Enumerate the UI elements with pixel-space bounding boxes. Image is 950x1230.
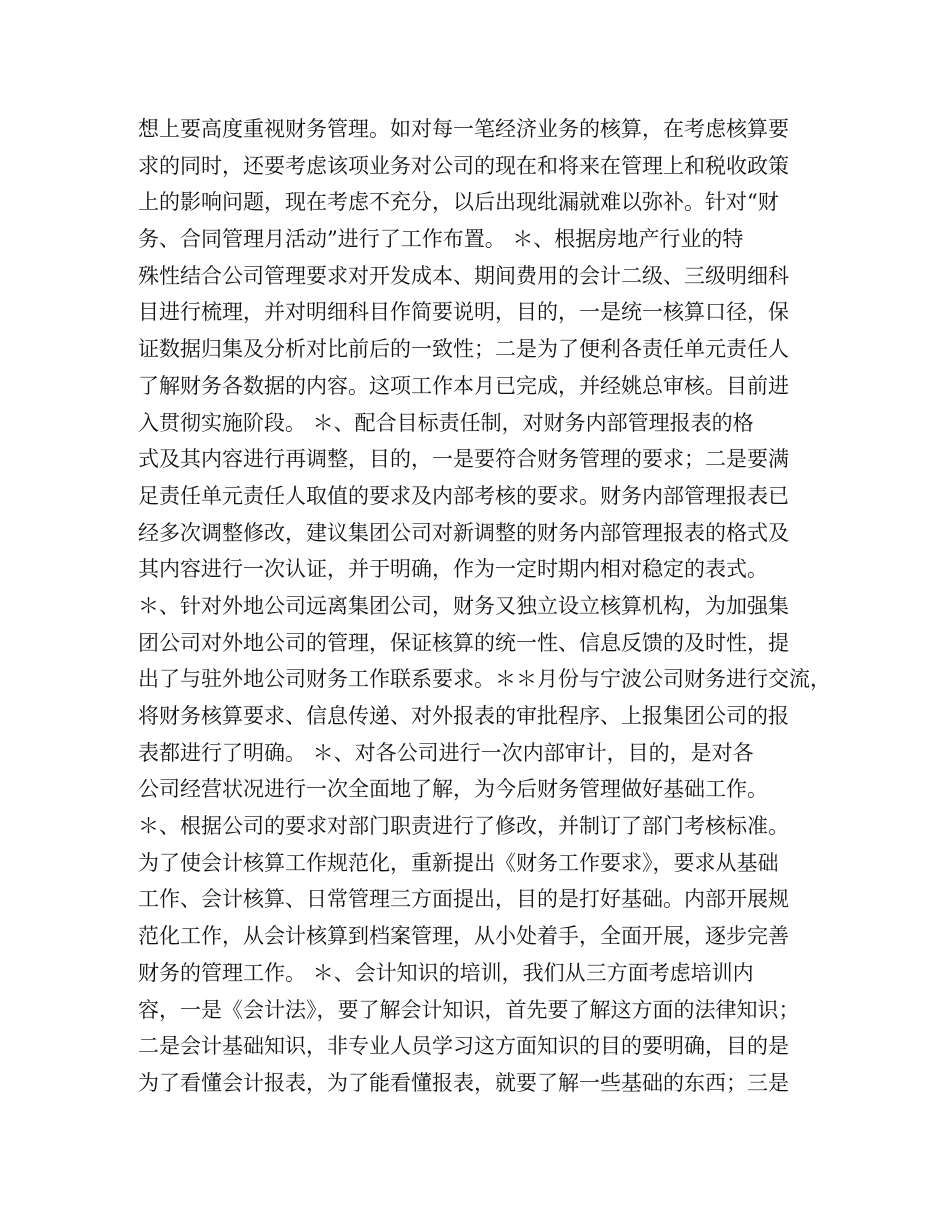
text-line: 为了使会计核算工作规范化，重新提出《财务工作要求》，要求从基础: [138, 850, 779, 875]
text-line: 上的影响问题，现在考虑不充分，以后出现纰漏就难以弥补。针对“财: [138, 190, 779, 215]
text-line: 务、合同管理月活动”进行了工作布置。 ＊、根据房地产行业的特: [138, 227, 744, 252]
text-line: 将财务核算要求、信息传递、对外报表的审批程序、上报集团公司的报: [138, 704, 789, 728]
text-line: 二是会计基础知识，非专业人员学习这方面知识的目的要明确，目的是: [138, 1034, 789, 1059]
text-line: 财务的管理工作。 ＊、会计知识的培训，我们从三方面考虑培训内: [138, 960, 754, 985]
text-line: 团公司对外地公司的管理，保证核算的统一性、信息反馈的及时性，提: [138, 630, 789, 655]
text-line: 足责任单元责任人取值的要求及内部考核的要求。财务内部管理报表已: [138, 483, 789, 508]
text-line: 殊性结合公司管理要求对开发成本、期间费用的会计二级、三级明细科: [138, 263, 789, 288]
text-line: 出了与驻外地公司财务工作联系要求。＊＊月份与宁波公司财务进行交流，: [138, 667, 831, 692]
text-line: 其内容进行一次认证，并于明确，作为一定时期内相对稳定的表式。: [138, 557, 768, 582]
text-line: ＊、针对外地公司远离集团公司，财务又独立设立核算机构，为加强集: [138, 593, 789, 618]
text-line: 范化工作，从会计核算到档案管理，从小处着手，全面开展，逐步完善: [138, 924, 789, 949]
body-text: [138, 111, 831, 1102]
text-line: 容，一是《会计法》，要了解会计知识，首先要了解这方面的法律知识；: [138, 997, 800, 1022]
text-line: 式及其内容进行再调整，目的，一是要符合财务管理的要求；二是要满: [138, 447, 789, 472]
text-line: 证数据归集及分析对比前后的一致性；二是为了便利各责任单元责任人: [138, 337, 789, 362]
text-line: 为了看懂会计报表，为了能看懂报表，就要了解一些基础的东西；三是: [138, 1070, 789, 1095]
text-line: 工作、会计核算、日常管理三方面提出，目的是打好基础。内部开展规: [138, 887, 789, 912]
text-line: 入贯彻实施阶段。 ＊、配合目标责任制，对财务内部管理报表的格: [138, 410, 754, 435]
text-line: 想上要高度重视财务管理。如对每一笔经济业务的核算，在考虑核算要: [138, 117, 789, 141]
text-line: 公司经营状况进行一次全面地了解，为今后财务管理做好基础工作。: [138, 777, 768, 802]
text-line: ＊、根据公司的要求对部门职责进行了修改，并制订了部门考核标准。: [138, 814, 789, 839]
text-line: 表都进行了明确。 ＊、对各公司进行一次内部审计，目的，是对各: [138, 740, 754, 765]
text-line: 求的同时，还要考虑该项业务对公司的现在和将来在管理上和税收政策: [138, 153, 789, 178]
text-line: 了解财务各数据的内容。这项工作本月已完成，并经姚总审核。目前进: [138, 373, 789, 398]
text-line: 经多次调整修改，建议集团公司对新调整的财务内部管理报表的格式及: [138, 520, 789, 545]
text-line: 目进行梳理，并对明细科目作简要说明，目的，一是统一核算口径，保: [138, 300, 789, 325]
